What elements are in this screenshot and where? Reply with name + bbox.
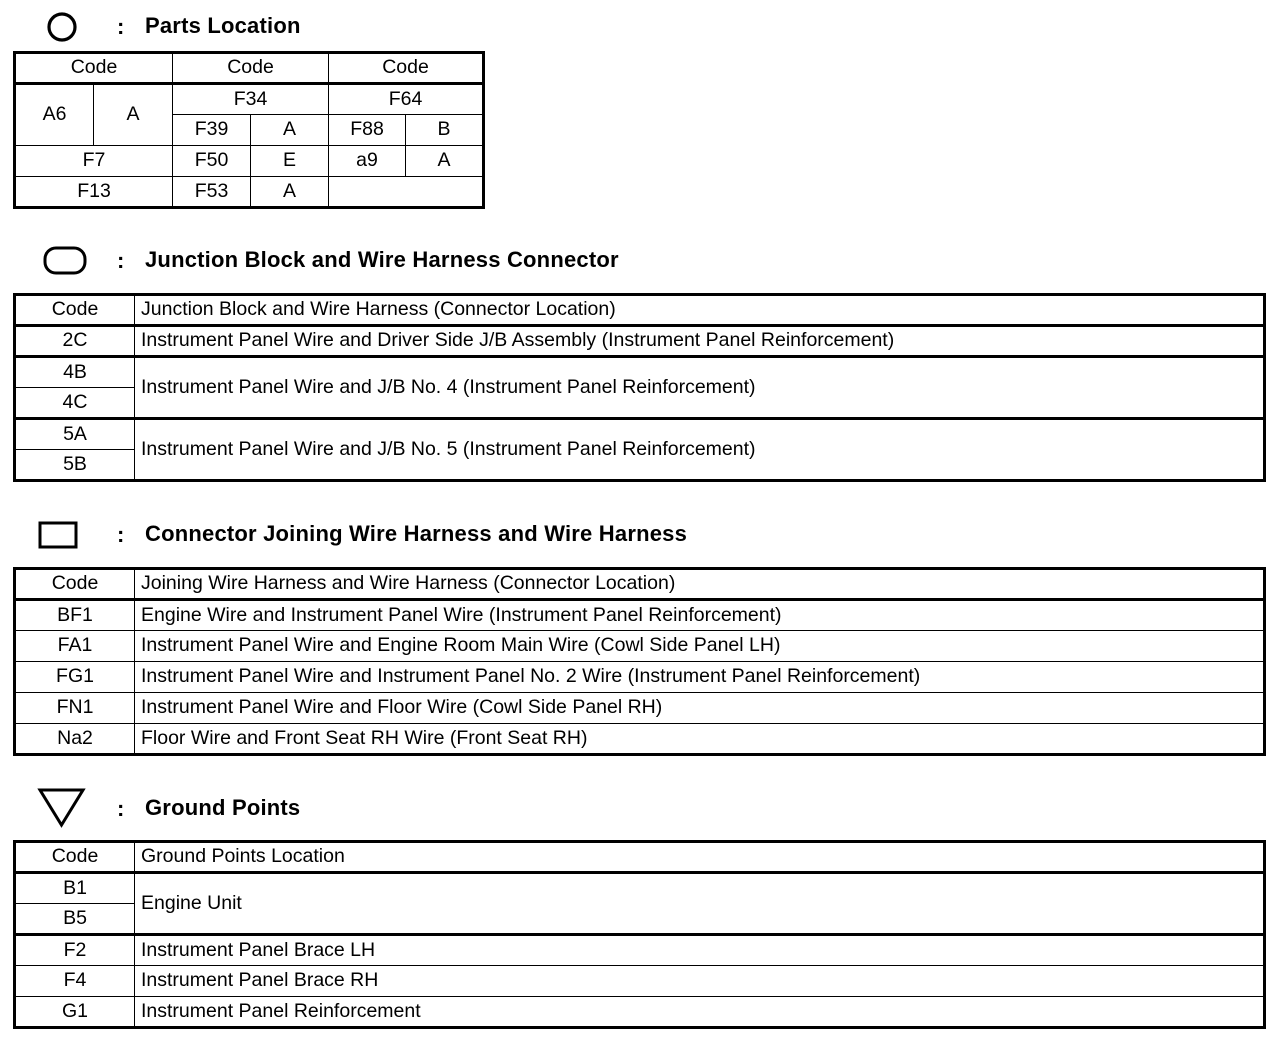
table-row [15, 873, 1265, 904]
parts-location-heading [0, 8, 1280, 48]
code-cell: FN1 [15, 693, 135, 724]
table-header-row [15, 842, 1265, 873]
section-title: Ground Points [145, 795, 301, 820]
parts-location-table [13, 51, 485, 209]
junction-heading [0, 242, 1280, 282]
code-cell: Na2 [15, 724, 135, 755]
code-cell: F7 [15, 146, 173, 177]
header-cell: Code [329, 53, 484, 84]
section-colon: : [117, 796, 125, 821]
ground-heading [0, 787, 1280, 827]
code-variant-cell: A [94, 84, 173, 146]
code-cell: F50 [173, 146, 251, 177]
code-cell: 5A [15, 419, 135, 450]
code-cell: 5B [15, 450, 135, 481]
header-code-cell: Code [15, 569, 135, 600]
desc-cell: Instrument Panel Wire and Engine Room Main Wire (Cowl Side Panel LH) [135, 631, 1265, 662]
code-cell: F13 [15, 177, 173, 208]
code-variant-cell: A [251, 115, 329, 146]
code-variant-cell: A [406, 146, 484, 177]
section-colon: : [117, 14, 125, 39]
table-row [15, 146, 484, 177]
table-header-row [15, 295, 1265, 326]
circle-icon [46, 11, 78, 43]
table-row [15, 357, 1265, 388]
section-title: Connector Joining Wire Harness and Wire Harness [145, 521, 688, 546]
code-cell: FG1 [15, 662, 135, 693]
desc-cell: Instrument Panel Wire and J/B No. 5 (Instrument Panel Reinforcement) [135, 419, 1265, 481]
code-cell: F34 [173, 84, 329, 115]
joining-table [13, 567, 1266, 756]
header-cell: Code [173, 53, 329, 84]
table-header-row [15, 53, 484, 84]
table-row [15, 997, 1265, 1028]
code-cell: F4 [15, 966, 135, 997]
junction-table [13, 293, 1266, 482]
desc-cell: Engine Unit [135, 873, 1265, 935]
header-code-cell: Code [15, 295, 135, 326]
desc-cell: Engine Wire and Instrument Panel Wire (Instrument Panel Reinforcement) [135, 600, 1265, 631]
header-desc-cell: Ground Points Location [135, 842, 1265, 873]
desc-cell: Instrument Panel Wire and J/B No. 4 (Instrument Panel Reinforcement) [135, 357, 1265, 419]
ground-table [13, 840, 1266, 1029]
code-cell: A6 [15, 84, 94, 146]
desc-cell: Instrument Panel Wire and Floor Wire (Cowl Side Panel RH) [135, 693, 1265, 724]
code-cell: F53 [173, 177, 251, 208]
header-desc-cell: Joining Wire Harness and Wire Harness (Connector Location) [135, 569, 1265, 600]
code-cell: F2 [15, 935, 135, 966]
section-title: Parts Location [145, 13, 301, 38]
header-desc-cell: Junction Block and Wire Harness (Connector Location) [135, 295, 1265, 326]
desc-cell: Instrument Panel Wire and Driver Side J/B Assembly (Instrument Panel Reinforcement) [135, 326, 1265, 357]
desc-cell: Instrument Panel Brace RH [135, 966, 1265, 997]
code-cell: F64 [329, 84, 484, 115]
code-cell: F88 [329, 115, 406, 146]
table-row [15, 966, 1265, 997]
table-row [15, 935, 1265, 966]
header-cell: Code [15, 53, 173, 84]
table-row [15, 662, 1265, 693]
table-row [15, 84, 484, 115]
table-row [15, 177, 484, 208]
table-row [15, 693, 1265, 724]
code-cell: 4B [15, 357, 135, 388]
section-colon: : [117, 248, 125, 273]
desc-cell: Instrument Panel Reinforcement [135, 997, 1265, 1028]
section-title: Junction Block and Wire Harness Connector [145, 247, 619, 272]
section-colon: : [117, 522, 125, 547]
table-row [15, 600, 1265, 631]
joining-heading [0, 516, 1280, 556]
desc-cell: Instrument Panel Wire and Instrument Panel No. 2 Wire (Instrument Panel Reinforcement) [135, 662, 1265, 693]
table-row [15, 419, 1265, 450]
table-header-row [15, 569, 1265, 600]
header-code-cell: Code [15, 842, 135, 873]
code-cell: a9 [329, 146, 406, 177]
code-cell: G1 [15, 997, 135, 1028]
code-cell: B5 [15, 904, 135, 935]
triangle-down-icon [37, 787, 87, 829]
table-row [15, 631, 1265, 662]
code-variant-cell: B [406, 115, 484, 146]
code-cell: 4C [15, 388, 135, 419]
code-cell: F39 [173, 115, 251, 146]
code-cell: B1 [15, 873, 135, 904]
code-cell: FA1 [15, 631, 135, 662]
square-icon [38, 521, 78, 551]
desc-cell: Floor Wire and Front Seat RH Wire (Front Seat RH) [135, 724, 1265, 755]
code-variant-cell: E [251, 146, 329, 177]
code-variant-cell: A [251, 177, 329, 208]
desc-cell: Instrument Panel Brace LH [135, 935, 1265, 966]
code-cell: 2C [15, 326, 135, 357]
table-row [15, 724, 1265, 755]
code-cell: BF1 [15, 600, 135, 631]
table-row [15, 326, 1265, 357]
rounded-rect-icon [43, 246, 87, 276]
empty-cell [329, 177, 484, 208]
